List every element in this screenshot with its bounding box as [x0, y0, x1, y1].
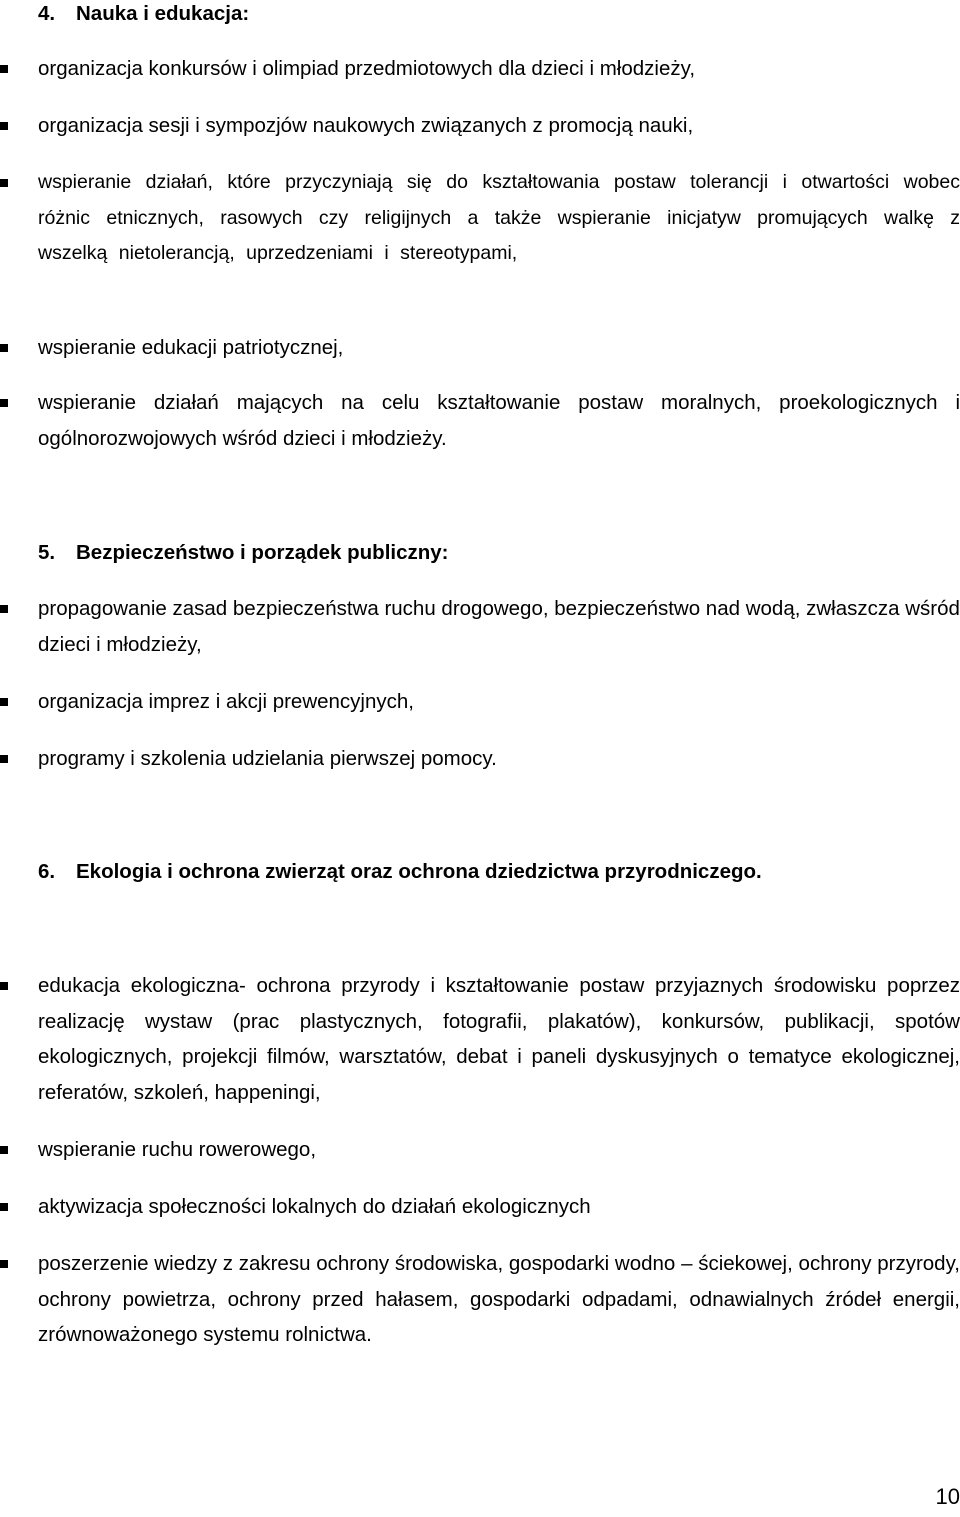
page-number: 10 [935, 1484, 960, 1509]
list-item-text: aktywizacja społeczności lokalnych do działań ekologicznych [38, 1195, 591, 1218]
section-number: 5. [38, 541, 56, 564]
list-item [38, 1246, 960, 1353]
list-item [38, 968, 960, 1110]
square-bullet-icon [0, 698, 8, 706]
list-item-text: programy i szkolenia udzielania pierwszej pomocy. [38, 747, 497, 770]
square-bullet-icon [0, 755, 8, 763]
list-item [38, 1132, 960, 1168]
square-bullet-icon [0, 1203, 8, 1211]
list-item [38, 741, 960, 777]
section-title: Bezpieczeństwo i porządek publiczny: [76, 541, 449, 564]
list-item [38, 591, 960, 662]
list-item-text: wspieranie edukacji patriotycznej, [38, 336, 344, 359]
section-title: Ekologia i ochrona zwierząt oraz ochrona dziedzictwa przyrodniczego. [76, 860, 762, 883]
list-item-text: edukacja ekologiczna- ochrona przyrody i kształtowanie postaw przyjaznych środowisku poprzez realizację wystaw (prac plastycznych, fotografii, plakatów), konkursów, publikacji, spotów ekologicznych, projekcji filmów, warsztatów, debat i paneli dyskusyjnych o tematyce ekologicznej, referatów, szkoleń, happeningi, [38, 974, 960, 1104]
list-item [38, 165, 960, 272]
square-bullet-icon [0, 344, 8, 352]
list-item [38, 385, 960, 456]
list-item-text: poszerzenie wiedzy z zakresu ochrony środowiska, gospodarki wodno – ściekowej, ochrony przyrody, ochrony powietrza, ochrony przed hałasem, gospodarki odpadami, odnawialnych źródeł energii, zrównoważonego systemu rolnictwa. [38, 1252, 960, 1346]
square-bullet-icon [0, 1260, 8, 1268]
list-item-text: organizacja imprez i akcji prewencyjnych, [38, 690, 414, 713]
square-bullet-icon [0, 982, 8, 990]
square-bullet-icon [0, 1146, 8, 1154]
section-number: 4. [38, 2, 56, 25]
list-item-text: wspieranie działań mających na celu kształtowanie postaw moralnych, proekologicznych i ogólnorozwojowych wśród dzieci i młodzieży. [38, 391, 960, 450]
list-item-text: organizacja konkursów i olimpiad przedmiotowych dla dzieci i młodzieży, [38, 57, 696, 80]
square-bullet-icon [0, 65, 8, 73]
square-bullet-icon [0, 399, 8, 407]
square-bullet-icon [0, 605, 8, 613]
list-item [38, 684, 960, 720]
section-heading-6 [38, 858, 762, 886]
list-item [38, 330, 960, 366]
square-bullet-icon [0, 122, 8, 130]
list-item-text: propagowanie zasad bezpieczeństwa ruchu drogowego, bezpieczeństwo nad wodą, zwłaszcza wśród dzieci i młodzieży, [38, 597, 960, 656]
list-item [38, 1189, 960, 1225]
list-item [38, 108, 960, 144]
list-item-text: wspieranie działań, które przyczyniają się do kształtowania postaw tolerancji i otwartości wobec różnic etnicznych, rasowych czy religijnych a także wspieranie inicjatyw promujących walkę z wszelką nietolerancją, uprzedzeniami i stereotypami, [38, 171, 960, 264]
list-item [38, 51, 960, 87]
section-title: Nauka i edukacja: [76, 2, 250, 25]
section-heading-5 [38, 539, 448, 567]
section-number: 6. [38, 860, 56, 883]
list-item-text: organizacja sesji i sympozjów naukowych związanych z promocją nauki, [38, 114, 694, 137]
square-bullet-icon [0, 179, 8, 187]
section-heading-4 [38, 0, 249, 28]
list-item-text: wspieranie ruchu rowerowego, [38, 1138, 317, 1161]
